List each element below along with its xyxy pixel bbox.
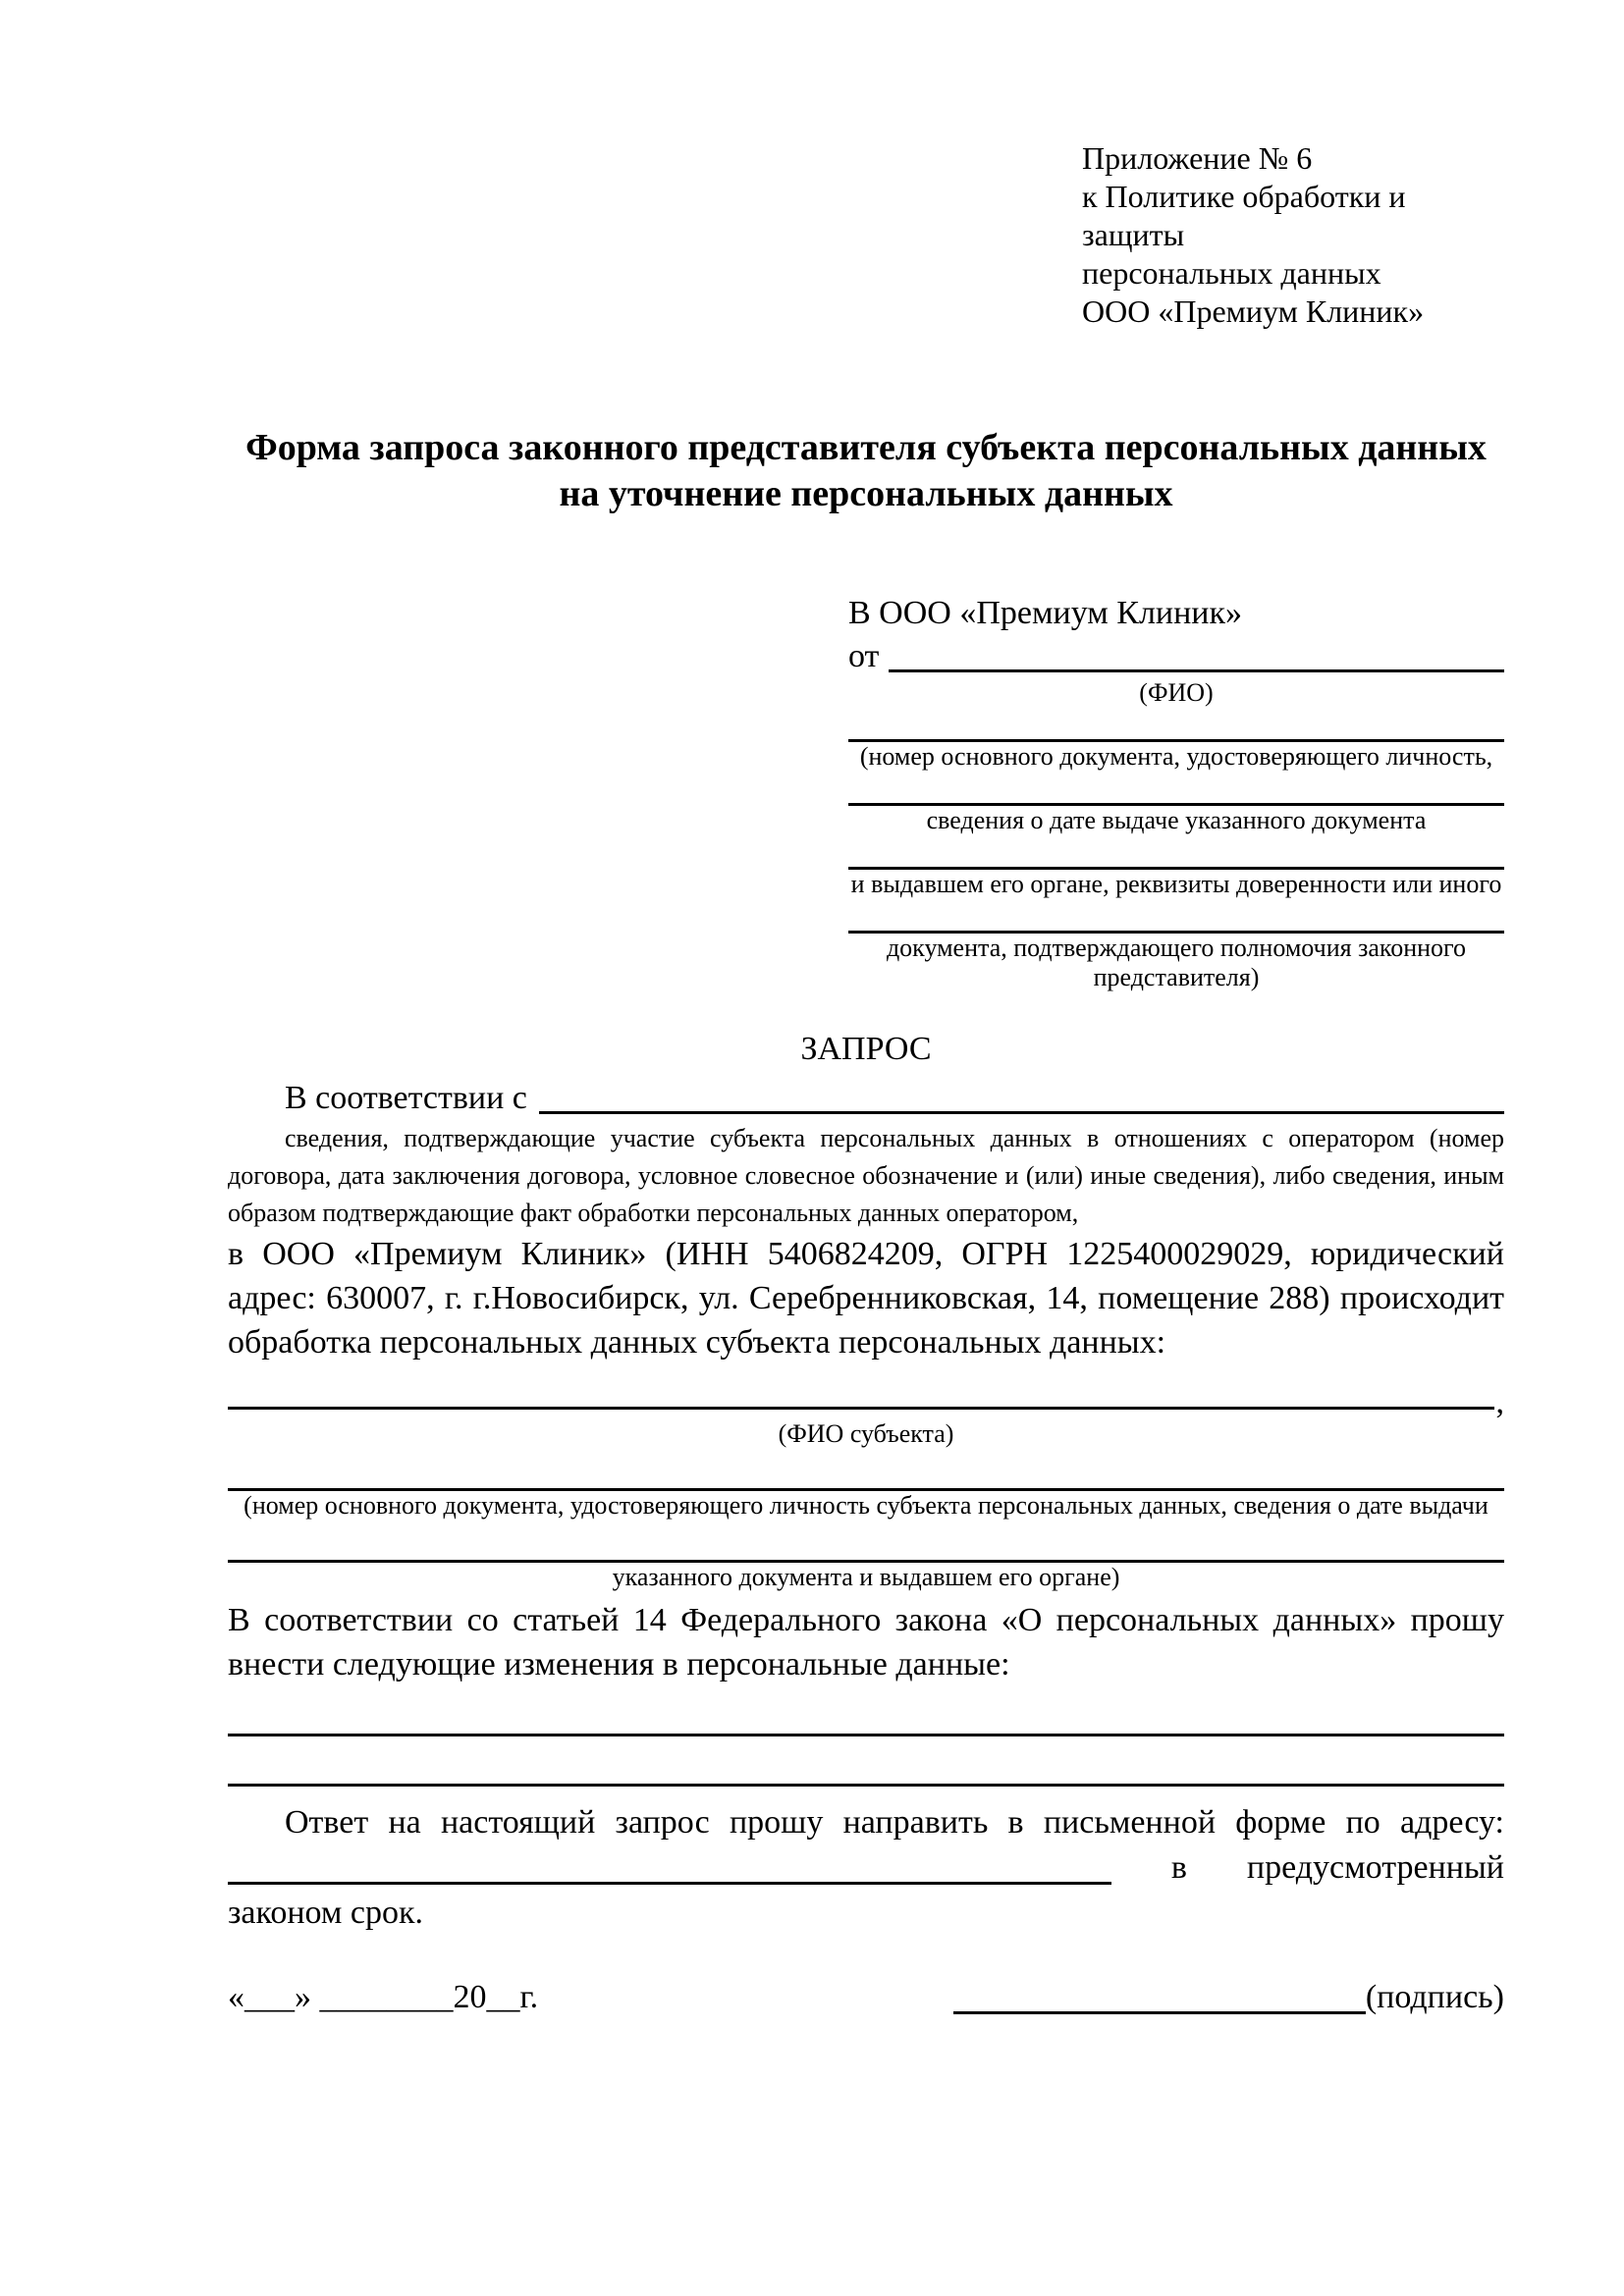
issue-date-caption: сведения о дате выдаче указанного документа <box>926 806 1427 834</box>
appendix-line-2: к Политике обработки и защиты <box>1082 179 1406 252</box>
trailing-comma: , <box>1495 1384 1504 1420</box>
signature-block <box>953 1975 1504 2020</box>
appendix-block <box>1082 139 1504 331</box>
answer-closing: законом срок. <box>228 1895 423 1931</box>
changes-fill-line-2 <box>228 1736 1504 1787</box>
answer-paragraph-line: Ответ на настоящий запрос прошу направить в письменной форме по адресу: <box>285 1804 1504 1841</box>
basis-row <box>228 1077 1504 1120</box>
issuing-authority-fill-line <box>848 835 1504 870</box>
operator-paragraph: в ООО «Премиум Клиник» (ИНН 5406824209, ОГРН 1225400029029, юридический адрес: 630007, г. г.Новосибирск, ул. Серебренниковская, 14, помещение 288) происходит обработка персональных данных субъекта персональных данных: <box>228 1236 1504 1361</box>
subject-document-caption-1: (номер основного документа, удостоверяющего личность субъекта персональных данных, сведения о дате выдачи <box>244 1491 1489 1520</box>
basis-fill-line <box>539 1111 1504 1114</box>
authority-document-fill-line <box>848 899 1504 934</box>
basis-note: сведения, подтверждающие участие субъекта персональных данных в отношениях с оператором (номер договора, дата заключения договора, условное словесное обозначение и (или) иные сведения), либо сведения, иным образом подтверждающие факт обработки персональных данных оператором, <box>228 1124 1504 1227</box>
changes-fill-line-1 <box>228 1686 1504 1736</box>
subject-fio-fill-line <box>228 1407 1494 1410</box>
form-title-line-1: Форма запроса законного представителя субъекта персональных данных <box>245 427 1487 468</box>
date-field: «___» ________20__г. <box>228 1979 539 2015</box>
signature-fill-line <box>953 2011 1366 2014</box>
authority-document-caption: документа, подтверждающего полномочия законного представителя) <box>886 934 1467 991</box>
article-paragraph: В соответствии со статьей 14 Федерального закона «О персональных данных» прошу внести следующие изменения в персональные данные: <box>228 1602 1504 1682</box>
document-number-fill-line <box>848 708 1504 742</box>
fio-caption: (ФИО) <box>1139 678 1214 707</box>
subject-document-fill-line-2 <box>228 1521 1504 1563</box>
issue-date-fill-line <box>848 772 1504 806</box>
subject-fio-caption: (ФИО субъекта) <box>778 1419 954 1448</box>
answer-tail-word-1: в <box>1170 1849 1187 1886</box>
from-label: от <box>848 638 880 674</box>
issuing-authority-caption: и выдавшем его органе, реквизиты доверенности или иного <box>850 870 1502 898</box>
answer-address-row <box>228 1845 1504 1891</box>
answer-tail-word-2: предусмотренный <box>1246 1849 1504 1886</box>
addressee-organization: В ООО «Премиум Клиник» <box>848 595 1243 631</box>
from-row <box>848 635 1504 678</box>
subject-fio-row <box>228 1364 1504 1419</box>
basis-label: В соответствии с <box>285 1080 527 1116</box>
signature-caption: (подпись) <box>1365 1979 1504 2015</box>
appendix-line-4: ООО «Премиум Клиник» <box>1082 294 1425 329</box>
appendix-line-3: персональных данных <box>1082 255 1381 291</box>
appendix-line-1: Приложение № 6 <box>1082 140 1313 176</box>
form-title <box>228 425 1504 517</box>
request-heading: ЗАПРОС <box>800 1031 932 1067</box>
from-fill-line <box>889 669 1504 672</box>
subject-document-caption-2: указанного документа и выдавшем его органе) <box>612 1563 1120 1591</box>
address-fill-line <box>228 1882 1111 1885</box>
addressee-block <box>848 592 1504 992</box>
form-title-line-2: на уточнение персональных данных <box>559 473 1173 514</box>
subject-document-fill-line-1 <box>228 1449 1504 1491</box>
document-number-caption: (номер основного документа, удостоверяющего личность, <box>859 742 1493 771</box>
footer-row <box>228 1975 1504 2020</box>
